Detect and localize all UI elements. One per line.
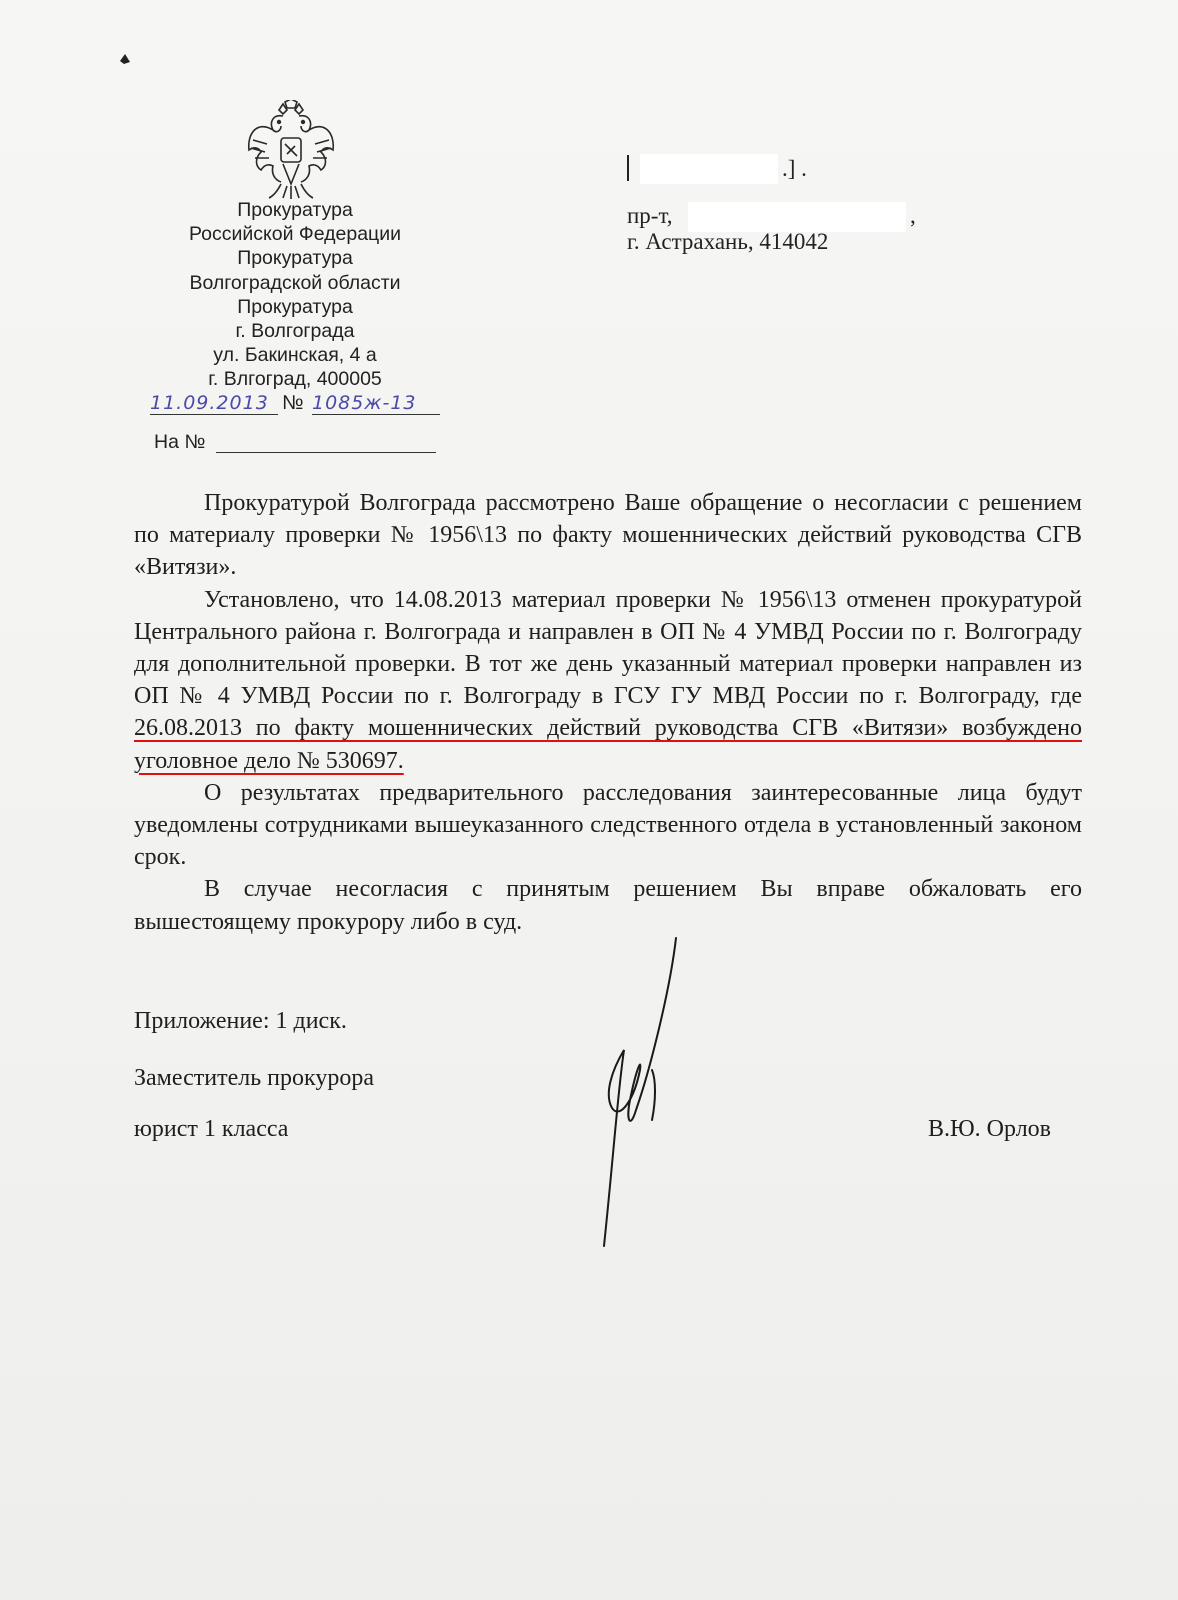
recipient-name-end: .] . (782, 156, 807, 181)
signatory-rank: юрист 1 класса (134, 1116, 289, 1142)
sender-city: г. Влгоград, 400005 (208, 368, 382, 391)
underlined-case-info: 26.08.2013 по факту мошеннических действий руководства СГВ «Витязи» возбуждено уголовное дело № 530697. (134, 715, 1082, 774)
letter-body (134, 487, 1082, 938)
sender-address: ул. Бакинская, 4 а (213, 344, 377, 367)
body-paragraph: Прокуратурой Волгограда рассмотрено Ваше обращение о несогласии с решением по материалу проверки № 1956\13 по факту мошеннических действий руководства СГВ «Витязи». (134, 490, 1082, 581)
recipient-city: г. Астрахань, 414042 (627, 229, 829, 254)
recipient-street-end: , (910, 203, 916, 228)
sender-line: Прокуратура (237, 295, 353, 318)
attachment-note: Приложение: 1 диск. (134, 1008, 347, 1034)
outgoing-date: 11.09.2013 (150, 392, 278, 415)
number-sign: № (282, 392, 304, 414)
body-paragraph: В случае несогласия с принятым решением Вы вправе обжаловать его вышестоящему прокурору либо в суд. (134, 876, 1082, 935)
paper-speck (118, 52, 132, 66)
sender-line: Российской Федерации (188, 223, 402, 246)
signatory-title: Заместитель прокурора (134, 1065, 374, 1091)
signatory-name: В.Ю. Орлов (928, 1116, 1051, 1142)
sender-line: Прокуратура (237, 247, 353, 270)
recipient-street-prefix: пр-т, (627, 203, 673, 228)
body-paragraph (134, 584, 1082, 777)
recipient-name-redaction (640, 154, 778, 184)
sender-line: г. Волгограда (235, 320, 355, 343)
sender-line: Прокуратура (237, 199, 353, 221)
handwritten-signature (590, 930, 710, 1250)
body-paragraph: О результатах предварительного расследования заинтересованные лица будут уведомлены сотрудниками вышеуказанного следственного отдела в установленный законом срок. (134, 779, 1082, 871)
recipient-street-redaction (688, 202, 906, 232)
incoming-reference-label: На № (154, 431, 206, 453)
body-text-plain: Установлено, что 14.08.2013 материал проверки № 1956\13 отменен прокуратурой Центрального района г. Волгограда и направлен в ОП № 4 УМВД России по г. Волгограду для дополнительной проверки. В тот же день указанный материал проверки направлен из ОП № 4 УМВД России по г. Волгограду в ГСУ ГУ МВД России по г. Волгограду, где (134, 586, 1082, 710)
outgoing-number: 1085ж-13 (312, 392, 440, 415)
recipient-name-start (627, 155, 641, 181)
sender-line: Волгоградской области (189, 271, 401, 294)
sender-organization (150, 198, 440, 392)
incoming-reference-blank (216, 452, 436, 453)
russian-coat-of-arms-icon (243, 100, 339, 200)
